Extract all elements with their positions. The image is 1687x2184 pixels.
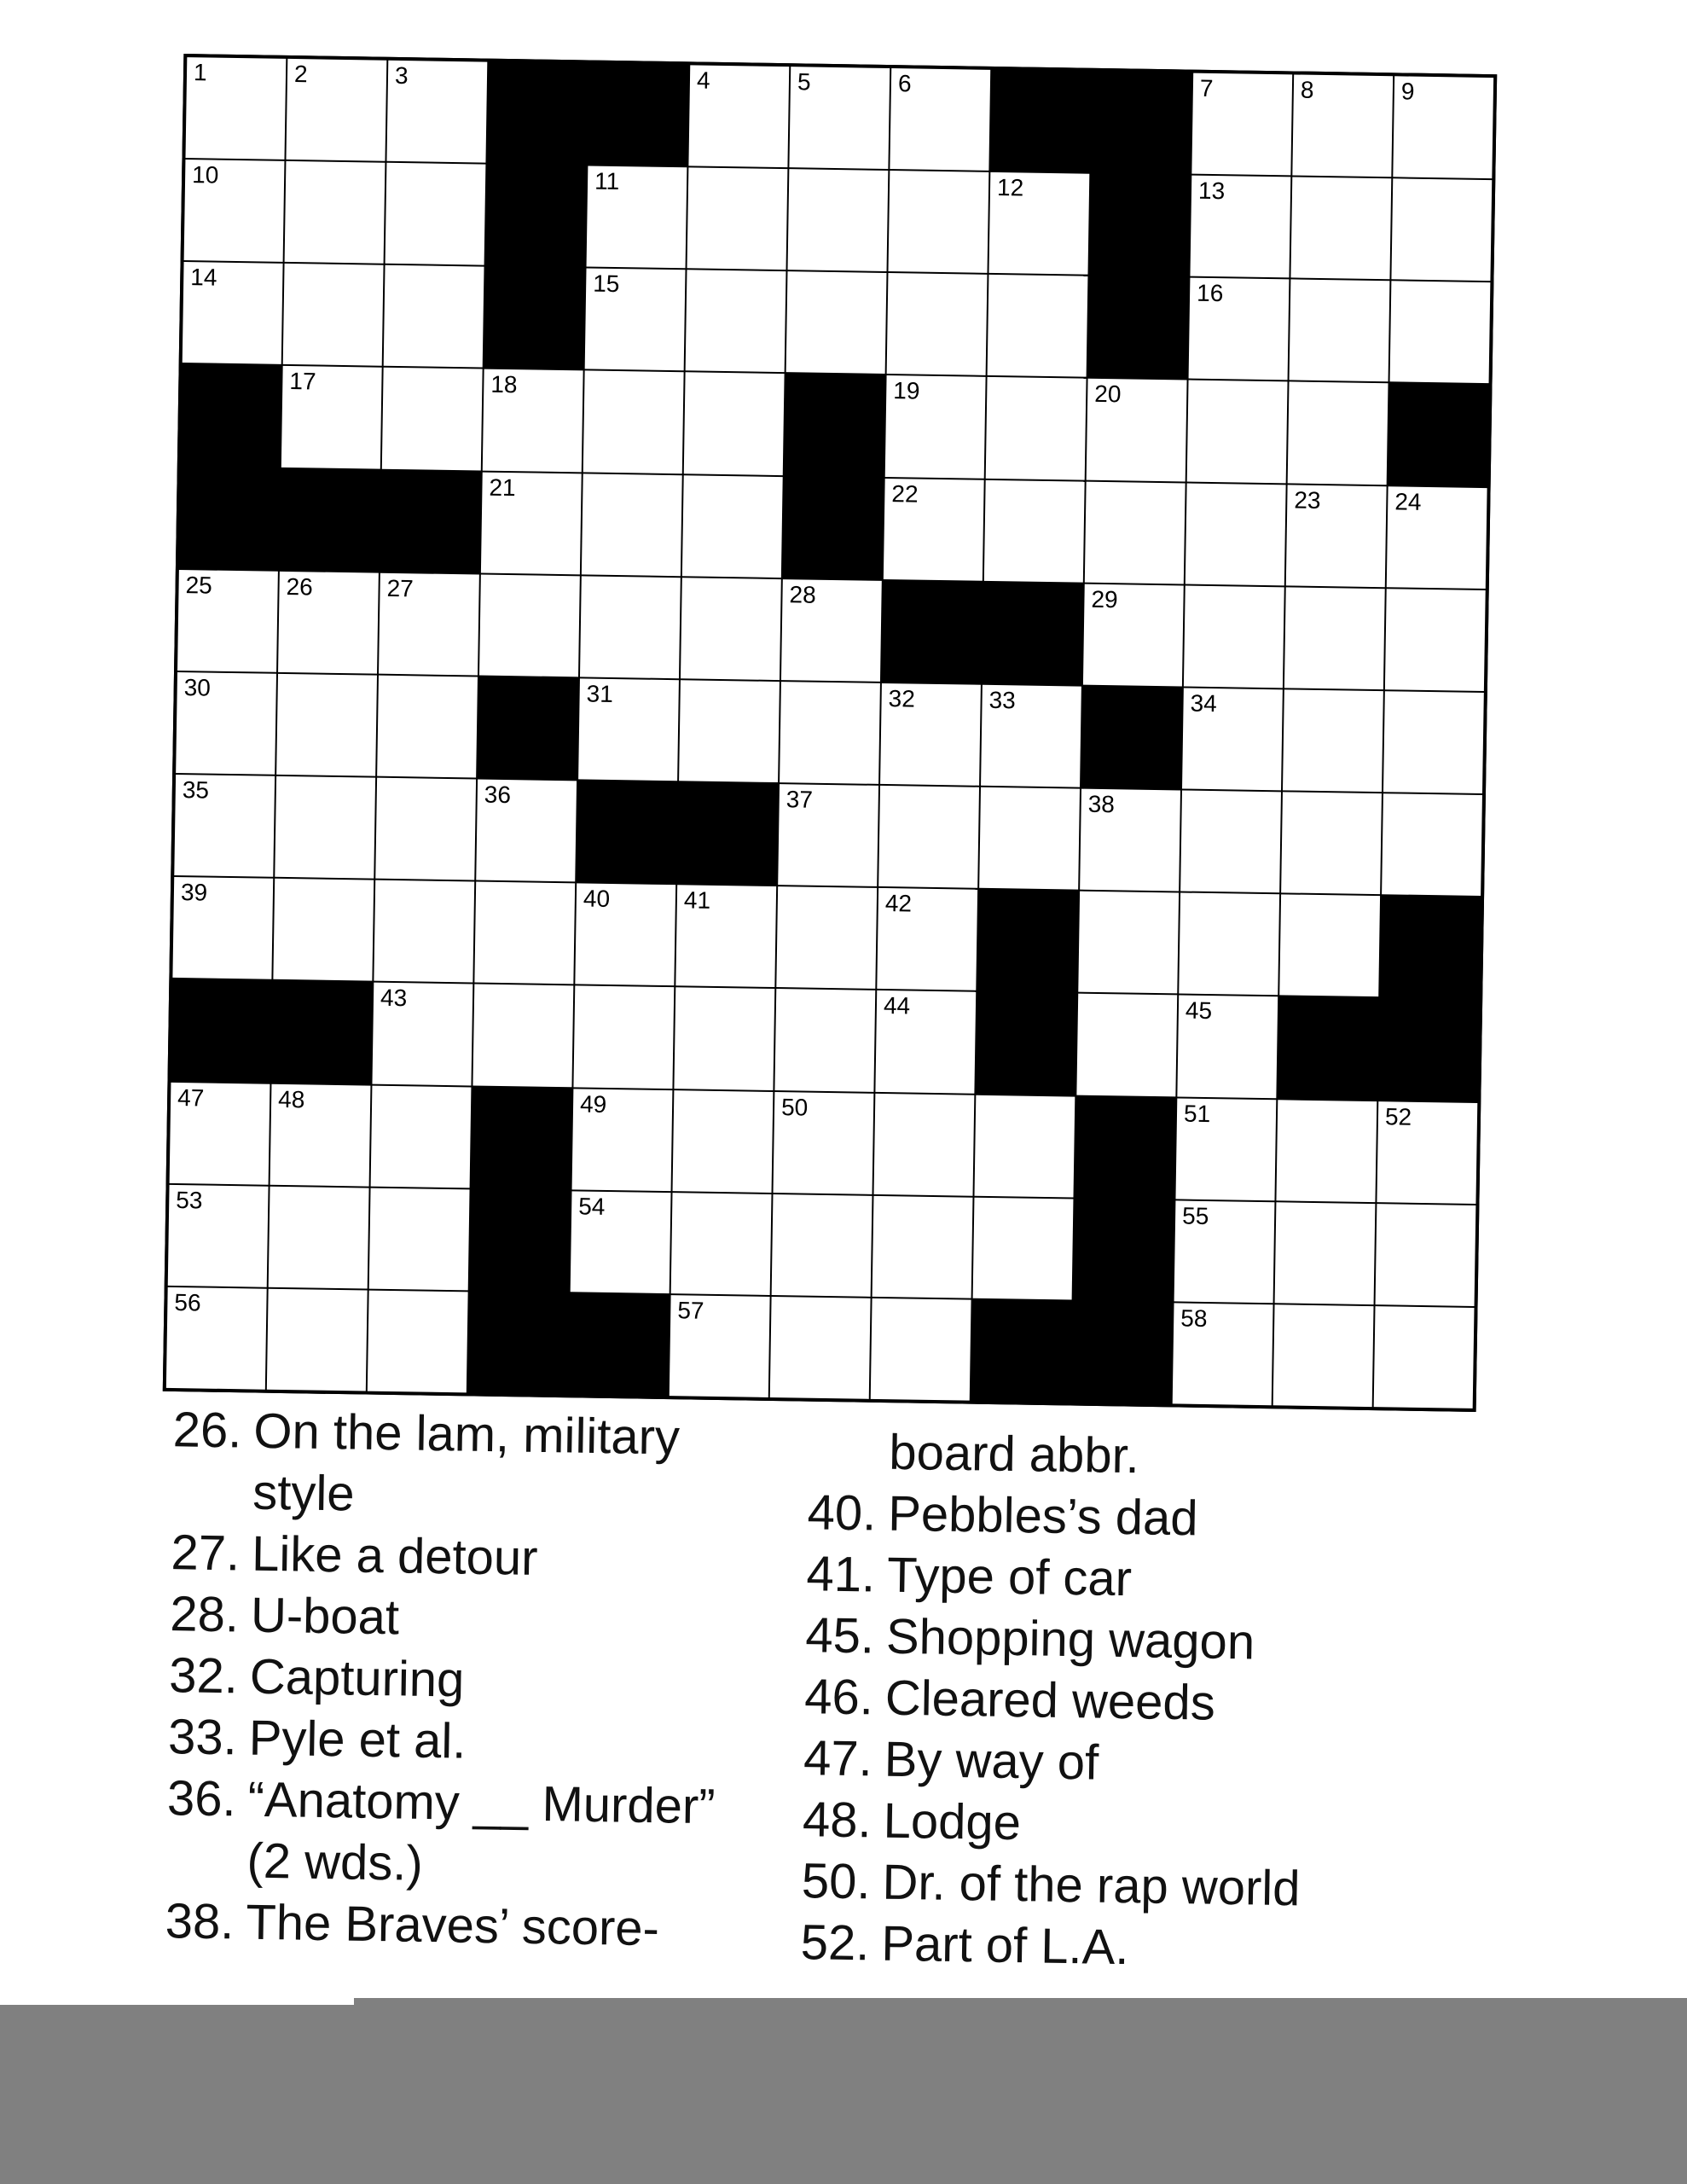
clue-number: 47. (803, 1730, 873, 1787)
clue-item (795, 1543, 1410, 1614)
clue-text: Dr. of the rap world (882, 1854, 1301, 1917)
black-square (983, 583, 1083, 685)
clue-number: 36. (166, 1770, 237, 1827)
grid-cell[interactable] (889, 171, 989, 273)
grid-cell[interactable] (786, 271, 887, 374)
grid-cell[interactable] (887, 273, 988, 375)
grid-cell[interactable] (573, 986, 674, 1089)
clue-number: 26. (172, 1402, 242, 1459)
grid-cell[interactable] (1080, 789, 1180, 892)
grid-cell[interactable] (176, 672, 276, 775)
clue-item (796, 1482, 1411, 1553)
cell-number: 25 (185, 571, 213, 599)
grid-cell[interactable] (975, 1095, 1075, 1197)
black-square (882, 581, 983, 683)
grid-cell[interactable] (877, 888, 977, 990)
grid-cell[interactable] (774, 989, 875, 1091)
cell-number: 51 (1183, 1100, 1211, 1127)
grid-cell[interactable] (369, 1188, 470, 1290)
black-square (577, 781, 677, 883)
grid-cell[interactable] (688, 65, 789, 167)
black-square (977, 890, 1078, 992)
black-square (171, 979, 272, 1082)
grid-cell[interactable] (1175, 1098, 1276, 1200)
cell-number: 5 (797, 68, 811, 96)
black-square (1074, 1199, 1174, 1301)
cell-number: 49 (579, 1089, 607, 1118)
black-square (1388, 384, 1489, 486)
grid-cell[interactable] (675, 885, 776, 987)
black-square (677, 782, 778, 885)
grid-cell[interactable] (686, 270, 786, 373)
grid-cell[interactable] (682, 475, 783, 578)
clue-item (155, 1768, 770, 1838)
grid-cell[interactable] (481, 472, 582, 574)
scan-margin-edge (0, 1998, 354, 2005)
cell-number: 37 (786, 786, 814, 813)
clue-list (789, 1482, 1411, 1983)
cell-number: 21 (489, 473, 516, 501)
cell-number: 24 (1394, 487, 1422, 515)
grid-cell[interactable] (1190, 176, 1290, 278)
grid-cell[interactable] (479, 574, 580, 677)
grid-cell[interactable] (1393, 76, 1493, 178)
cell-number: 58 (1180, 1304, 1208, 1332)
grid-cell[interactable] (1290, 280, 1390, 382)
cell-number: 27 (386, 574, 415, 602)
grid-cell[interactable] (1276, 1100, 1377, 1202)
cell-number: 4 (696, 67, 710, 94)
black-square (976, 992, 1076, 1095)
grid-cell[interactable] (384, 265, 484, 368)
grid-cell[interactable] (788, 169, 889, 271)
clue-number: 52. (800, 1914, 870, 1972)
grid-cell[interactable] (1174, 1200, 1275, 1303)
cell-number: 14 (190, 264, 217, 291)
grid-cell[interactable] (267, 1289, 368, 1391)
grid-cell[interactable] (988, 275, 1088, 377)
cell-number: 7 (1199, 74, 1214, 102)
clue-number: 46. (803, 1669, 874, 1726)
grid-cell[interactable] (1284, 587, 1385, 689)
cell-number: 6 (897, 70, 912, 97)
cell-number: 52 (1384, 1102, 1412, 1130)
grid-cell[interactable] (1078, 892, 1179, 994)
black-square (468, 1292, 569, 1394)
cell-number: 38 (1087, 790, 1116, 818)
grid-cell[interactable] (572, 1089, 673, 1191)
grid-cell[interactable] (687, 167, 788, 270)
black-square (1089, 174, 1190, 276)
grid-cell[interactable] (372, 983, 472, 1085)
clue-item (154, 1891, 768, 1961)
grid-cell[interactable] (269, 1186, 369, 1288)
clue-continuation: board abbr. (888, 1424, 1140, 1484)
clue-text: Part of L.A. (880, 1915, 1130, 1976)
black-square (478, 677, 578, 779)
black-square (971, 1300, 1072, 1403)
grid-cell[interactable] (270, 1083, 371, 1186)
cell-number: 47 (177, 1083, 205, 1112)
cell-number: 43 (380, 985, 408, 1012)
grid-cell[interactable] (774, 1092, 874, 1194)
cell-number: 15 (592, 270, 620, 298)
cell-number: 30 (183, 674, 212, 701)
grid-cell[interactable] (673, 1090, 774, 1193)
clue-text: Shopping wagon (885, 1608, 1255, 1670)
clue-text: Pebbles’s dad (887, 1485, 1199, 1547)
cell-number: 11 (594, 167, 620, 195)
down-clues-left-column (154, 1399, 776, 1961)
grid-cell[interactable] (671, 1193, 772, 1295)
grid-cell[interactable] (1292, 74, 1393, 177)
down-clues-right-column (789, 1420, 1412, 1983)
clue-number: 38. (165, 1893, 235, 1950)
clue-text-continued: style (252, 1464, 356, 1522)
black-square (486, 165, 587, 267)
black-square (569, 1293, 670, 1396)
grid-cell[interactable] (1186, 483, 1286, 585)
grid-cell[interactable] (681, 578, 781, 680)
clue-number: 45. (804, 1607, 875, 1664)
clue-item (156, 1706, 771, 1777)
grid-cell[interactable] (1189, 278, 1290, 380)
grid-cell[interactable] (1383, 691, 1484, 793)
cell-number: 33 (988, 686, 1017, 714)
clue-item (790, 1850, 1405, 1921)
grid-cell[interactable] (386, 61, 487, 163)
grid-cell[interactable] (884, 479, 984, 581)
grid-cell[interactable] (1184, 585, 1284, 688)
cell-number: 29 (1091, 585, 1118, 613)
cell-number: 9 (1400, 78, 1415, 105)
grid-cell[interactable] (878, 786, 979, 888)
clue-number: 27. (171, 1525, 241, 1582)
grid-cell[interactable] (285, 161, 386, 264)
grid-cell[interactable] (585, 269, 686, 371)
grid-cell[interactable] (1283, 689, 1383, 792)
grid-cell[interactable] (1179, 893, 1279, 996)
grid-cell[interactable] (575, 884, 675, 986)
crossword-grid (163, 54, 1497, 1412)
cell-number: 39 (180, 879, 208, 906)
black-square (1072, 1301, 1173, 1403)
black-square (470, 1189, 571, 1292)
grid-cell[interactable] (880, 683, 981, 786)
black-square (783, 477, 884, 579)
grid-cell[interactable] (1085, 481, 1186, 584)
grid-cell[interactable] (474, 882, 575, 985)
black-square (1075, 1096, 1175, 1199)
black-square (1378, 999, 1479, 1101)
grid-cell[interactable] (377, 676, 478, 778)
grid-cell[interactable] (1288, 382, 1388, 485)
cell-number: 3 (394, 61, 409, 90)
clue-text: Lodge (883, 1792, 1022, 1851)
grid-cell[interactable] (382, 368, 483, 470)
cell-number: 54 (578, 1193, 606, 1220)
grid-cell[interactable] (276, 674, 377, 776)
grid-cell[interactable] (778, 784, 878, 886)
grid-cell[interactable] (368, 1290, 468, 1392)
grid-cell[interactable] (781, 579, 882, 682)
grid-cell[interactable] (780, 682, 880, 784)
grid-cell[interactable] (981, 685, 1081, 787)
black-square (588, 63, 688, 166)
grid-cell[interactable] (166, 1287, 267, 1390)
cell-number: 1 (193, 59, 207, 86)
grid-cell[interactable] (476, 780, 577, 882)
cell-number: 12 (996, 174, 1024, 201)
black-square (271, 981, 372, 1083)
grid-cell[interactable] (278, 572, 379, 674)
cell-number: 45 (1185, 996, 1213, 1025)
grid-cell[interactable] (578, 678, 679, 781)
grid-cell[interactable] (286, 59, 386, 161)
grid-cell[interactable] (1286, 485, 1387, 587)
grid-cell[interactable] (1290, 177, 1391, 280)
cell-number: 56 (174, 1288, 201, 1316)
clue-number: 50. (801, 1853, 872, 1910)
grid-cell[interactable] (1083, 584, 1184, 686)
grid-cell[interactable] (172, 877, 273, 979)
grid-cell[interactable] (580, 576, 681, 678)
grid-cell[interactable] (973, 1197, 1074, 1299)
clue-text: By way of (884, 1731, 1099, 1791)
grid-cell[interactable] (273, 879, 374, 981)
grid-cell[interactable] (583, 371, 684, 473)
cell-number: 42 (884, 890, 913, 917)
grid-cell[interactable] (587, 166, 687, 269)
grid-cell[interactable] (170, 1082, 270, 1184)
clue-number: 33. (167, 1709, 238, 1766)
black-square (1380, 896, 1481, 998)
grid-cell[interactable] (670, 1295, 770, 1397)
black-square (1081, 687, 1182, 789)
clue-text: The Braves’ score- (245, 1894, 660, 1957)
clue-item (792, 1666, 1407, 1737)
clue-item (789, 1912, 1404, 1983)
cell-number: 8 (1300, 76, 1314, 103)
grid-cell[interactable] (1177, 996, 1278, 1098)
grid-cell[interactable] (1187, 380, 1288, 483)
clue-item (157, 1645, 772, 1716)
cell-number: 50 (780, 1093, 809, 1121)
grid-cell[interactable] (472, 985, 573, 1087)
grid-cell[interactable] (679, 680, 780, 782)
clue-item (791, 1789, 1406, 1860)
cell-number: 36 (484, 781, 512, 809)
cell-number: 57 (677, 1297, 704, 1324)
cell-number: 48 (277, 1085, 305, 1112)
cell-number: 35 (182, 776, 210, 804)
black-square (472, 1087, 572, 1189)
clue-item (159, 1522, 774, 1593)
grid-cell[interactable] (1191, 73, 1292, 176)
grid-cell[interactable] (789, 67, 890, 169)
clue-number: 40. (807, 1484, 877, 1542)
grid-cell[interactable] (770, 1297, 871, 1399)
grid-cell[interactable] (1182, 688, 1283, 790)
grid-cell[interactable] (185, 57, 286, 160)
clue-text: Type of car (886, 1547, 1133, 1607)
cell-number: 31 (586, 680, 614, 707)
grid-cell[interactable] (1387, 486, 1487, 589)
grid-cell[interactable] (1390, 282, 1491, 384)
clue-text: “Anatomy __ Murder” (247, 1771, 716, 1835)
cell-number: 17 (289, 368, 316, 395)
cell-number: 20 (1094, 380, 1122, 408)
grid-cell[interactable] (684, 373, 785, 475)
grid-cell[interactable] (1273, 1304, 1374, 1407)
grid-cell[interactable] (874, 1093, 975, 1195)
clue-text-continued: (2 wds.) (246, 1833, 424, 1891)
grid-cell[interactable] (1391, 178, 1492, 281)
grid-cell[interactable] (1173, 1303, 1273, 1405)
grid-cell[interactable] (988, 172, 1089, 275)
grid-cell[interactable] (674, 988, 774, 1090)
grid-cell[interactable] (885, 375, 986, 478)
grid-cell[interactable] (582, 473, 682, 576)
clue-item (158, 1583, 773, 1654)
clue-number: 32. (168, 1647, 239, 1705)
grid-cell[interactable] (483, 369, 583, 472)
grid-cell[interactable] (571, 1191, 671, 1293)
grid-cell[interactable] (275, 776, 375, 879)
cell-number: 40 (583, 885, 611, 913)
grid-cell[interactable] (1275, 1202, 1376, 1304)
clue-item (791, 1728, 1406, 1798)
grid-cell[interactable] (1377, 1101, 1477, 1204)
grid-cell[interactable] (168, 1185, 269, 1287)
grid-cell[interactable] (871, 1298, 971, 1401)
grid-cell[interactable] (1087, 379, 1187, 481)
grid-cell[interactable] (371, 1085, 472, 1188)
black-square (280, 468, 380, 571)
grid-cell[interactable] (1076, 994, 1177, 1096)
grid-cell[interactable] (772, 1194, 872, 1297)
grid-cell[interactable] (177, 570, 278, 672)
cell-number: 22 (891, 479, 919, 508)
black-square (179, 468, 280, 570)
black-square (487, 62, 588, 165)
grid-cell[interactable] (1385, 589, 1486, 691)
clue-text: Like a detour (251, 1525, 538, 1586)
grid-cell[interactable] (984, 479, 1085, 582)
black-square (990, 70, 1091, 172)
cell-number: 2 (293, 61, 308, 88)
cell-number: 26 (286, 572, 314, 601)
black-square (1278, 997, 1378, 1100)
clue-item (161, 1399, 776, 1470)
grid-cell[interactable] (283, 264, 384, 366)
clue-text: Cleared weeds (884, 1670, 1216, 1731)
cell-number: 28 (789, 581, 816, 608)
grid-cell[interactable] (184, 160, 285, 262)
cell-number: 23 (1294, 486, 1321, 514)
cell-number: 44 (883, 992, 911, 1019)
grid-cell[interactable] (174, 775, 275, 877)
scan-margin-band (0, 1998, 1687, 2184)
grid-cell[interactable] (1180, 791, 1281, 893)
grid-cell[interactable] (986, 377, 1087, 479)
cell-number: 18 (490, 371, 518, 398)
grid-cell[interactable] (1382, 793, 1482, 896)
clue-number: 28. (169, 1586, 240, 1643)
grid-cell[interactable] (1374, 1306, 1475, 1409)
grid-cell[interactable] (872, 1196, 973, 1298)
black-square (1088, 276, 1189, 379)
cell-number: 16 (1196, 279, 1224, 307)
cell-number: 13 (1197, 177, 1226, 205)
black-square (785, 375, 885, 477)
black-square (380, 470, 481, 572)
clue-number: 41. (806, 1546, 876, 1603)
grid-cell[interactable] (1281, 792, 1382, 894)
grid-cell[interactable] (776, 886, 877, 989)
grid-cell[interactable] (281, 366, 382, 468)
black-square (484, 267, 585, 369)
grid-cell[interactable] (890, 68, 990, 171)
grid-cell[interactable] (1376, 1204, 1476, 1306)
cell-number: 41 (683, 886, 711, 915)
clue-text: Capturing (249, 1648, 465, 1708)
clue-text: U-boat (250, 1587, 400, 1646)
grid-cell[interactable] (379, 572, 479, 675)
cell-number: 32 (888, 684, 916, 712)
grid-cell[interactable] (375, 778, 476, 880)
cell-number: 10 (191, 161, 219, 189)
clue-number: 48. (802, 1792, 872, 1849)
clue-item (793, 1605, 1408, 1676)
grid-cell[interactable] (979, 787, 1080, 890)
grid-cell[interactable] (386, 163, 486, 265)
clue-text: Pyle et al. (248, 1710, 467, 1769)
grid-cell[interactable] (374, 880, 474, 983)
black-square (181, 364, 281, 467)
cell-number: 19 (893, 377, 920, 405)
cell-number: 55 (1181, 1202, 1209, 1229)
grid-cell[interactable] (183, 262, 283, 364)
black-square (1091, 72, 1191, 174)
cell-number: 53 (176, 1186, 203, 1214)
grid-cell[interactable] (1279, 895, 1380, 997)
cell-number: 34 (1190, 689, 1217, 717)
clue-text: On the lam, military (252, 1403, 681, 1466)
grid-cell[interactable] (875, 990, 976, 1093)
